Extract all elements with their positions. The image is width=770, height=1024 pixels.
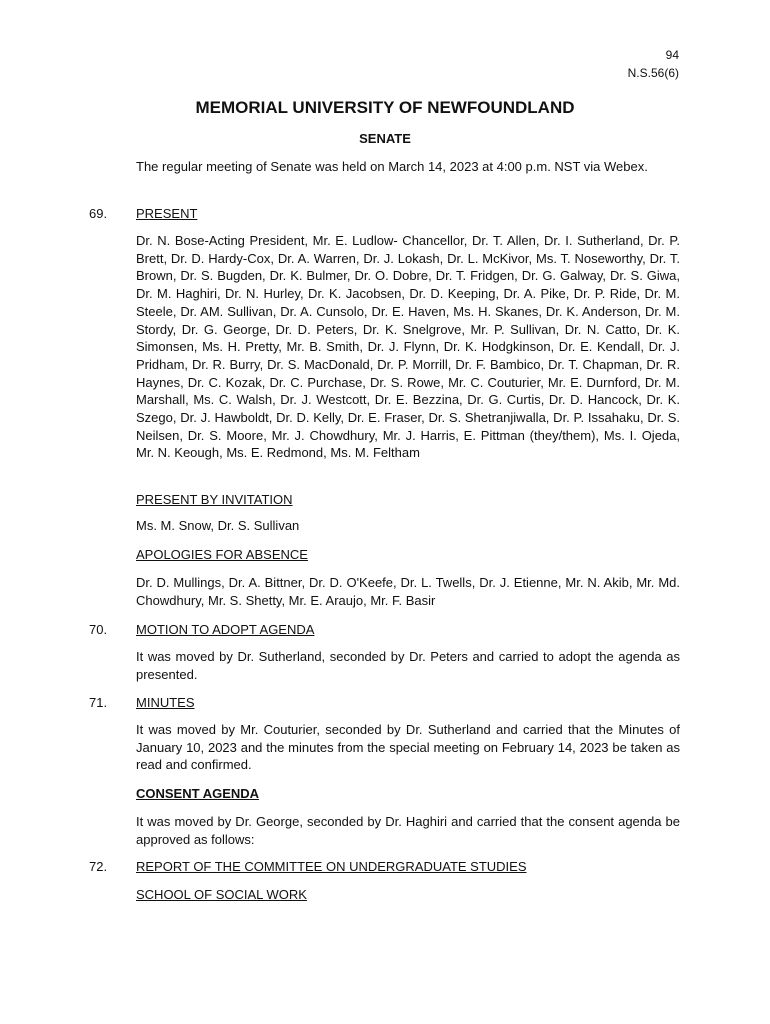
consent-agenda-text: It was moved by Dr. George, seconded by Dr. Haghiri and carried that the consent agenda be approved as follows: <box>136 814 680 847</box>
apologies-list: Dr. D. Mullings, Dr. A. Bittner, Dr. D. O'Keefe, Dr. L. Twells, Dr. J. Etienne, Mr. N. Akib, Mr. Md. Chowdhury, Mr. S. Shetty, Mr. E. Araujo, Mr. F. Basir <box>136 575 680 608</box>
agenda-heading: MOTION TO ADOPT AGENDA <box>136 622 315 637</box>
item-number-71: 71. <box>89 695 108 710</box>
minutes-text: It was moved by Mr. Couturier, seconded by Dr. Sutherland and carried that the Minutes of January 10, 2023 and the minutes from the special meeting on February 14, 2023 be taken as read and confirmed. <box>136 722 680 773</box>
agenda-text: It was moved by Dr. Sutherland, seconded by Dr. Peters and carried to adopt the agenda as presented. <box>136 649 680 682</box>
apologies-heading: APOLOGIES FOR ABSENCE <box>136 547 308 562</box>
document-subtitle: SENATE <box>359 131 411 146</box>
consent-agenda-heading: CONSENT AGENDA <box>136 786 260 801</box>
minutes-heading: MINUTES <box>136 695 195 710</box>
document-title: MEMORIAL UNIVERSITY OF NEWFOUNDLAND <box>195 98 575 117</box>
intro-paragraph: The regular meeting of Senate was held on March 14, 2023 at 4:00 p.m. NST via Webex. <box>136 159 648 174</box>
present-list: Dr. N. Bose-Acting President, Mr. E. Ludlow- Chancellor, Dr. T. Allen, Dr. I. Sutherland, Dr. P. Brett, Dr. D. Hardy-Cox, Dr. A. Warren, Dr. J. Lokash, Dr. L. McKivor, Ms. T. Noseworthy, Dr. T. Brown, Dr. S. Bugden, Dr. K. Bulmer, Dr. O. Dobre, Dr. T. Fridgen, Dr. G. Galway, Dr. S. Giwa, Dr. M. Haghiri, Dr. N. Hurley, Dr. K. Jacobsen, Dr. D. Keeping, Dr. A. Pike, Dr. P. Ride, Dr. M. Steele, Dr. AM. Sullivan, Dr. A. Cunsolo, Dr. E. Haven, Ms. H. Skanes, Dr. K. Anderson, Dr. M. Stordy, Dr. G. George, Dr. D. Peters, Dr. K. Snelgrove, Mr. P. Sullivan, Dr. N. Catto, Dr. K. Simonsen, Ms. H. Pretty, Mr. B. Smith, Dr. J. Flynn, Dr. K. Hodgkinson, Dr. E. Kendall, Dr. J. Pridham, Dr. R. Burry, Dr. S. MacDonald, Dr. P. Morrill, Dr. F. Bambico, Dr. T. Chapman, Dr. R. Haynes, Dr. C. Kozak, Dr. C. Purchase, Dr. S. Rowe, Mr. C. Couturier, Mr. E. Durnford, Dr. M. Marshall, Ms. C. Walsh, Dr. J. Westcott, Dr. E. Bezzina, Dr. G. Curtis, Dr. D. Hancock, Dr. K. Szego, Dr. J. Hawboldt, Dr. D. Kelly, Dr. E. Fraser, Dr. S. Shetranjiwalla, Dr. P. Issahaku, Dr. S. Neilsen, Dr. S. Moore, Mr. J. Chowdhury, Mr. J. Harris, E. Pittman (they/them), Ms. I. Ojeda, Mr. N. Keough, Ms. E. Redmond, Ms. M. Feltham <box>136 233 680 461</box>
document-reference: N.S.56(6) <box>627 66 679 80</box>
item-number-72: 72. <box>89 859 108 874</box>
undergrad-report-heading: REPORT OF THE COMMITTEE ON UNDERGRADUATE STUDIES <box>136 859 527 874</box>
invitation-heading: PRESENT BY INVITATION <box>136 492 293 507</box>
present-heading: PRESENT <box>136 206 198 221</box>
social-work-subheading: SCHOOL OF SOCIAL WORK <box>136 887 307 902</box>
invitation-list: Ms. M. Snow, Dr. S. Sullivan <box>136 518 300 533</box>
page-number: 94 <box>665 48 679 62</box>
item-number-70: 70. <box>89 622 108 637</box>
item-number-69: 69. <box>89 206 108 221</box>
